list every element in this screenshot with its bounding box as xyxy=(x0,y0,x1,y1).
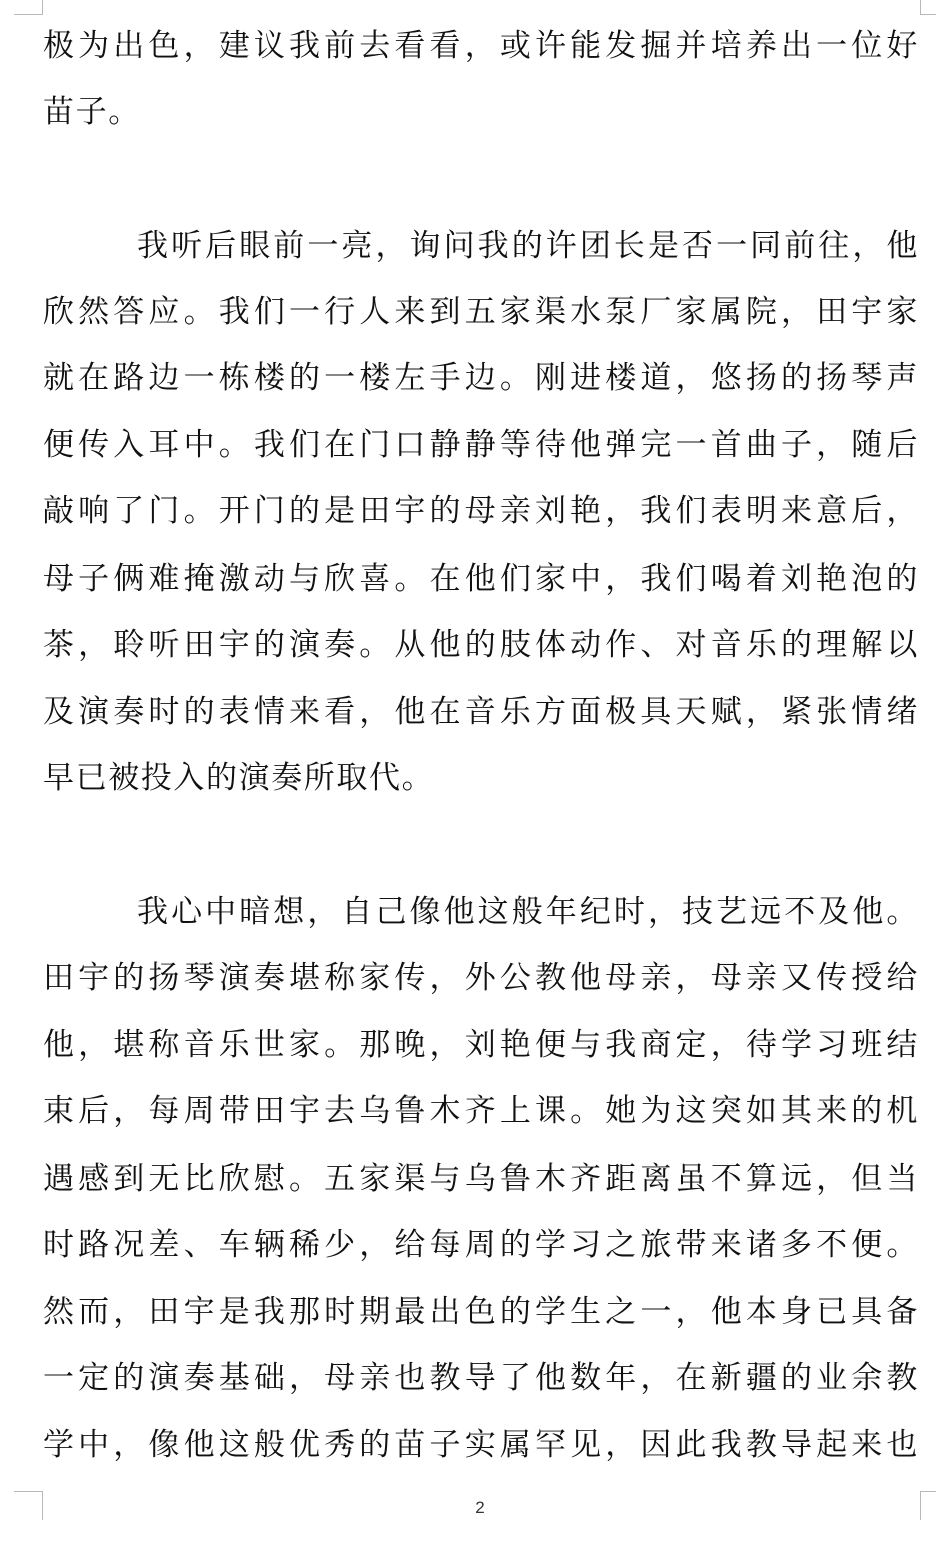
text-line: 母子俩难掩激动与欣喜。在他们家中，我们喝着刘艳泡的 xyxy=(43,561,919,597)
text-line: 极为出色，建议我前去看看，或许能发掘并培养出一位好 xyxy=(43,28,919,64)
text-line: 茶，聆听田宇的演奏。从他的肢体动作、对音乐的理解以 xyxy=(43,627,919,663)
text-line: 束后，每周带田宇去乌鲁木齐上课。她为这突如其来的机 xyxy=(43,1093,919,1129)
text-line: 学中，像他这般优秀的苗子实属罕见，因此我教导起来也 xyxy=(43,1427,919,1463)
page-number: 2 xyxy=(475,1498,485,1517)
text-line: 一定的演奏基础，母亲也教导了他数年，在新疆的业余教 xyxy=(43,1360,919,1396)
text-line: 我听后眼前一亮，询问我的许团长是否一同前往，他 xyxy=(137,228,919,264)
text-line: 便传入耳中。我们在门口静静等待他弹完一首曲子，随后 xyxy=(43,427,919,463)
text-line: 田宇的扬琴演奏堪称家传，外公教他母亲，母亲又传授给 xyxy=(43,960,919,996)
text-line: 欣然答应。我们一行人来到五家渠水泵厂家属院，田宇家 xyxy=(43,294,919,330)
text-line: 他，堪称音乐世家。那晚，刘艳便与我商定，待学习班结 xyxy=(43,1027,919,1063)
text-line: 时路况差、车辆稀少，给每周的学习之旅带来诸多不便。 xyxy=(43,1227,919,1263)
page-corner-mark-top-left xyxy=(14,0,43,15)
text-line: 及演奏时的表情来看，他在音乐方面极具天赋，紧张情绪 xyxy=(43,694,919,730)
text-line: 我心中暗想，自己像他这般年纪时，技艺远不及他。 xyxy=(137,894,919,930)
text-line: 然而，田宇是我那时期最出色的学生之一，他本身已具备 xyxy=(43,1294,919,1330)
page-corner-mark-bottom-right xyxy=(920,1491,936,1520)
text-line: 遇感到无比欣慰。五家渠与乌鲁木齐距离虽不算远，但当 xyxy=(43,1161,919,1197)
text-line: 早已被投入的演奏所取代。 xyxy=(43,760,435,796)
page-corner-mark-top-right xyxy=(920,0,936,15)
text-line: 苗子。 xyxy=(43,94,141,130)
text-line: 就在路边一栋楼的一楼左手边。刚进楼道，悠扬的扬琴声 xyxy=(43,360,919,396)
text-line: 敲响了门。开门的是田宇的母亲刘艳，我们表明来意后， xyxy=(43,493,919,529)
page-corner-mark-bottom-left xyxy=(14,1491,43,1520)
